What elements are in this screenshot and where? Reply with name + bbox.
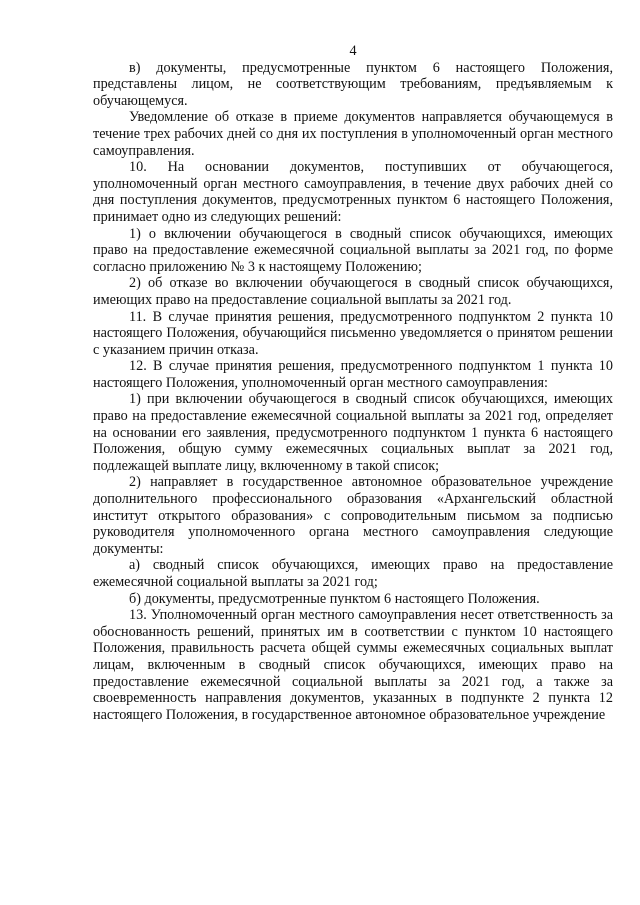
paragraph-clause-11: 11. В случае принятия решения, предусмотренного подпунктом 2 пункта 10 настоящего Положения, обучающийся письменно уведомляется о принятом решении с указанием причин отказа.: [93, 308, 613, 358]
paragraph-item-v-rejection-reason: в) документы, предусмотренные пунктом 6 настоящего Положения, представлены лицом, не соответствующим требованиям, предъявляемым к обучающемуся.: [93, 59, 613, 109]
paragraph-clause-10-sub-1: 1) о включении обучающегося в сводный список обучающихся, имеющих право на предоставление ежемесячной социальной выплаты за 2021 год, по форме согласно приложению № 3 к настоящему Положению;: [93, 225, 613, 275]
paragraph-clause-10-sub-2: 2) об отказе во включении обучающегося в сводный список обучающихся, имеющих право на предоставление социальной выплаты за 2021 год.: [93, 275, 613, 308]
paragraph-clause-12-sub-2: 2) направляет в государственное автономное образовательное учреждение дополнительного профессионального образования «Архангельский областной институт открытого образования» с сопроводительным письмом за подписью руководителя уполномоченного органа местного самоуправления следующие документы:: [93, 474, 613, 557]
document-page: [93, 43, 613, 723]
paragraph-clause-12-sub-2-b: б) документы, предусмотренные пунктом 6 настоящего Положения.: [129, 590, 540, 607]
paragraph-clause-12-sub-1: 1) при включении обучающегося в сводный список обучающихся, имеющих право на предоставление ежемесячной социальной выплаты за 2021 год, определяет на основании его заявления, предусмотренного подпунктом 1 пункта 6 настоящего Положения, общую сумму ежемесячных социальных выплат за 2021 год, подлежащей выплате лицу, включенному в такой список;: [93, 391, 613, 474]
paragraph-clause-10: 10. На основании документов, поступивших от обучающегося, уполномоченный орган местного самоуправления, в течение двух рабочих дней со дня поступления документов, предусмотренных пунктом 6 настоящего Положения, принимает одно из следующих решений:: [93, 159, 613, 225]
paragraph-rejection-notice: Уведомление об отказе в приеме документов направляется обучающемуся в течение трех рабочих дней со дня их поступления в уполномоченный орган местного самоуправления.: [93, 109, 613, 159]
paragraph-clause-13: 13. Уполномоченный орган местного самоуправления несет ответственность за обоснованность решений, принятых им в соответствии с пунктом 10 настоящего Положения, правильность расчета общей суммы ежемесячных социальных выплат лицам, включенным в сводный список обучающихся, имеющих право на предоставление ежемесячной социальной выплаты за 2021 год, а также за своевременность направления документов, указанных в подпункте 2 пункта 12 настоящего Положения, в государственное автономное образовательное учреждение: [93, 607, 613, 723]
paragraph-clause-12: 12. В случае принятия решения, предусмотренного подпунктом 1 пункта 10 настоящего Положения, уполномоченный орган местного самоуправления:: [93, 358, 613, 391]
paragraph-clause-12-sub-2-a: а) сводный список обучающихся, имеющих право на предоставление ежемесячной социальной выплаты за 2021 год;: [93, 557, 613, 590]
page-number: 4: [349, 43, 357, 59]
